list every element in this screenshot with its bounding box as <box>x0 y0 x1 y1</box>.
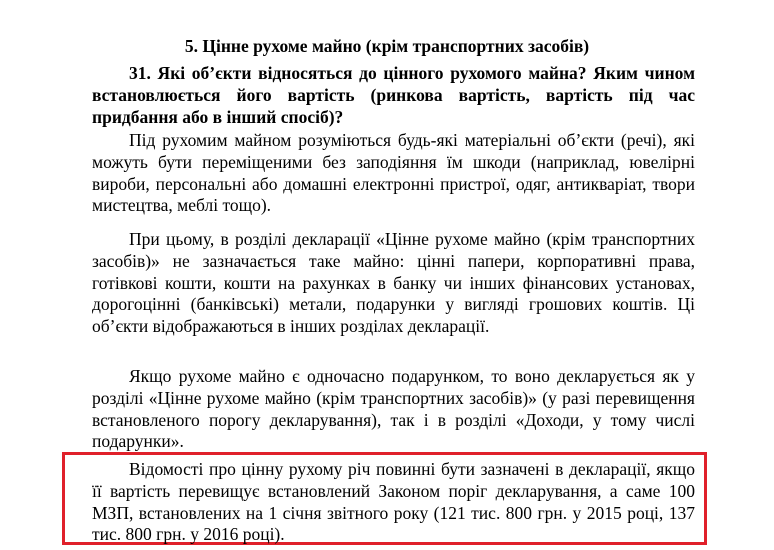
paragraph-declaration-threshold: Відомості про цінну рухому річ повинні бути зазначені в декларації, якщо її вартість перевищує встановлений Законом поріг декларування, а саме 100 МЗП, встановлених на 1 січня звітного року (121 тис. 800 грн. у 2015 році, 137 тис. 800 грн. у 2016 році). <box>92 459 695 545</box>
paragraph-movable-property-definition: Під рухомим майном розуміються будь-які матеріальні об’єкти (речі), які можуть бути переміщеними без заподіяння їм шкоди (наприклад, ювелірні вироби, персональні або домашні електронні пристрої, одяг, антикваріат, твори мистецтва, меблі тощо). <box>92 130 695 216</box>
paragraph-gift-property: Якщо рухоме майно є одночасно подарунком, то воно декларується як у розділі «Цінне рухоме майно (крім транспортних засобів)» (у разі перевищення встановленого порогу декларування), так і в розділі «Доходи, у тому числі подарунки». <box>92 366 695 452</box>
section-title: 5. Цінне рухоме майно (крім транспортних засобів) <box>184 36 590 56</box>
question-heading: 31. Які об’єкти відносяться до цінного рухомого майна? Яким чином встановлюється його вартість (ринкова вартість, вартість під час придбання або в інший спосіб)? <box>92 63 695 127</box>
paragraph-excluded-property: При цьому, в розділі декларації «Цінне рухоме майно (крім транспортних засобів)» не зазначається таке майно: цінні папери, корпоративні права, готівкові кошти, кошти на рахунках в банку чи інших фінансових установах, дорогоцінні (банківські) метали, подарунки у вигляді грошових коштів. Ці об’єкти відображаються в інших розділах декларації. <box>92 229 695 337</box>
